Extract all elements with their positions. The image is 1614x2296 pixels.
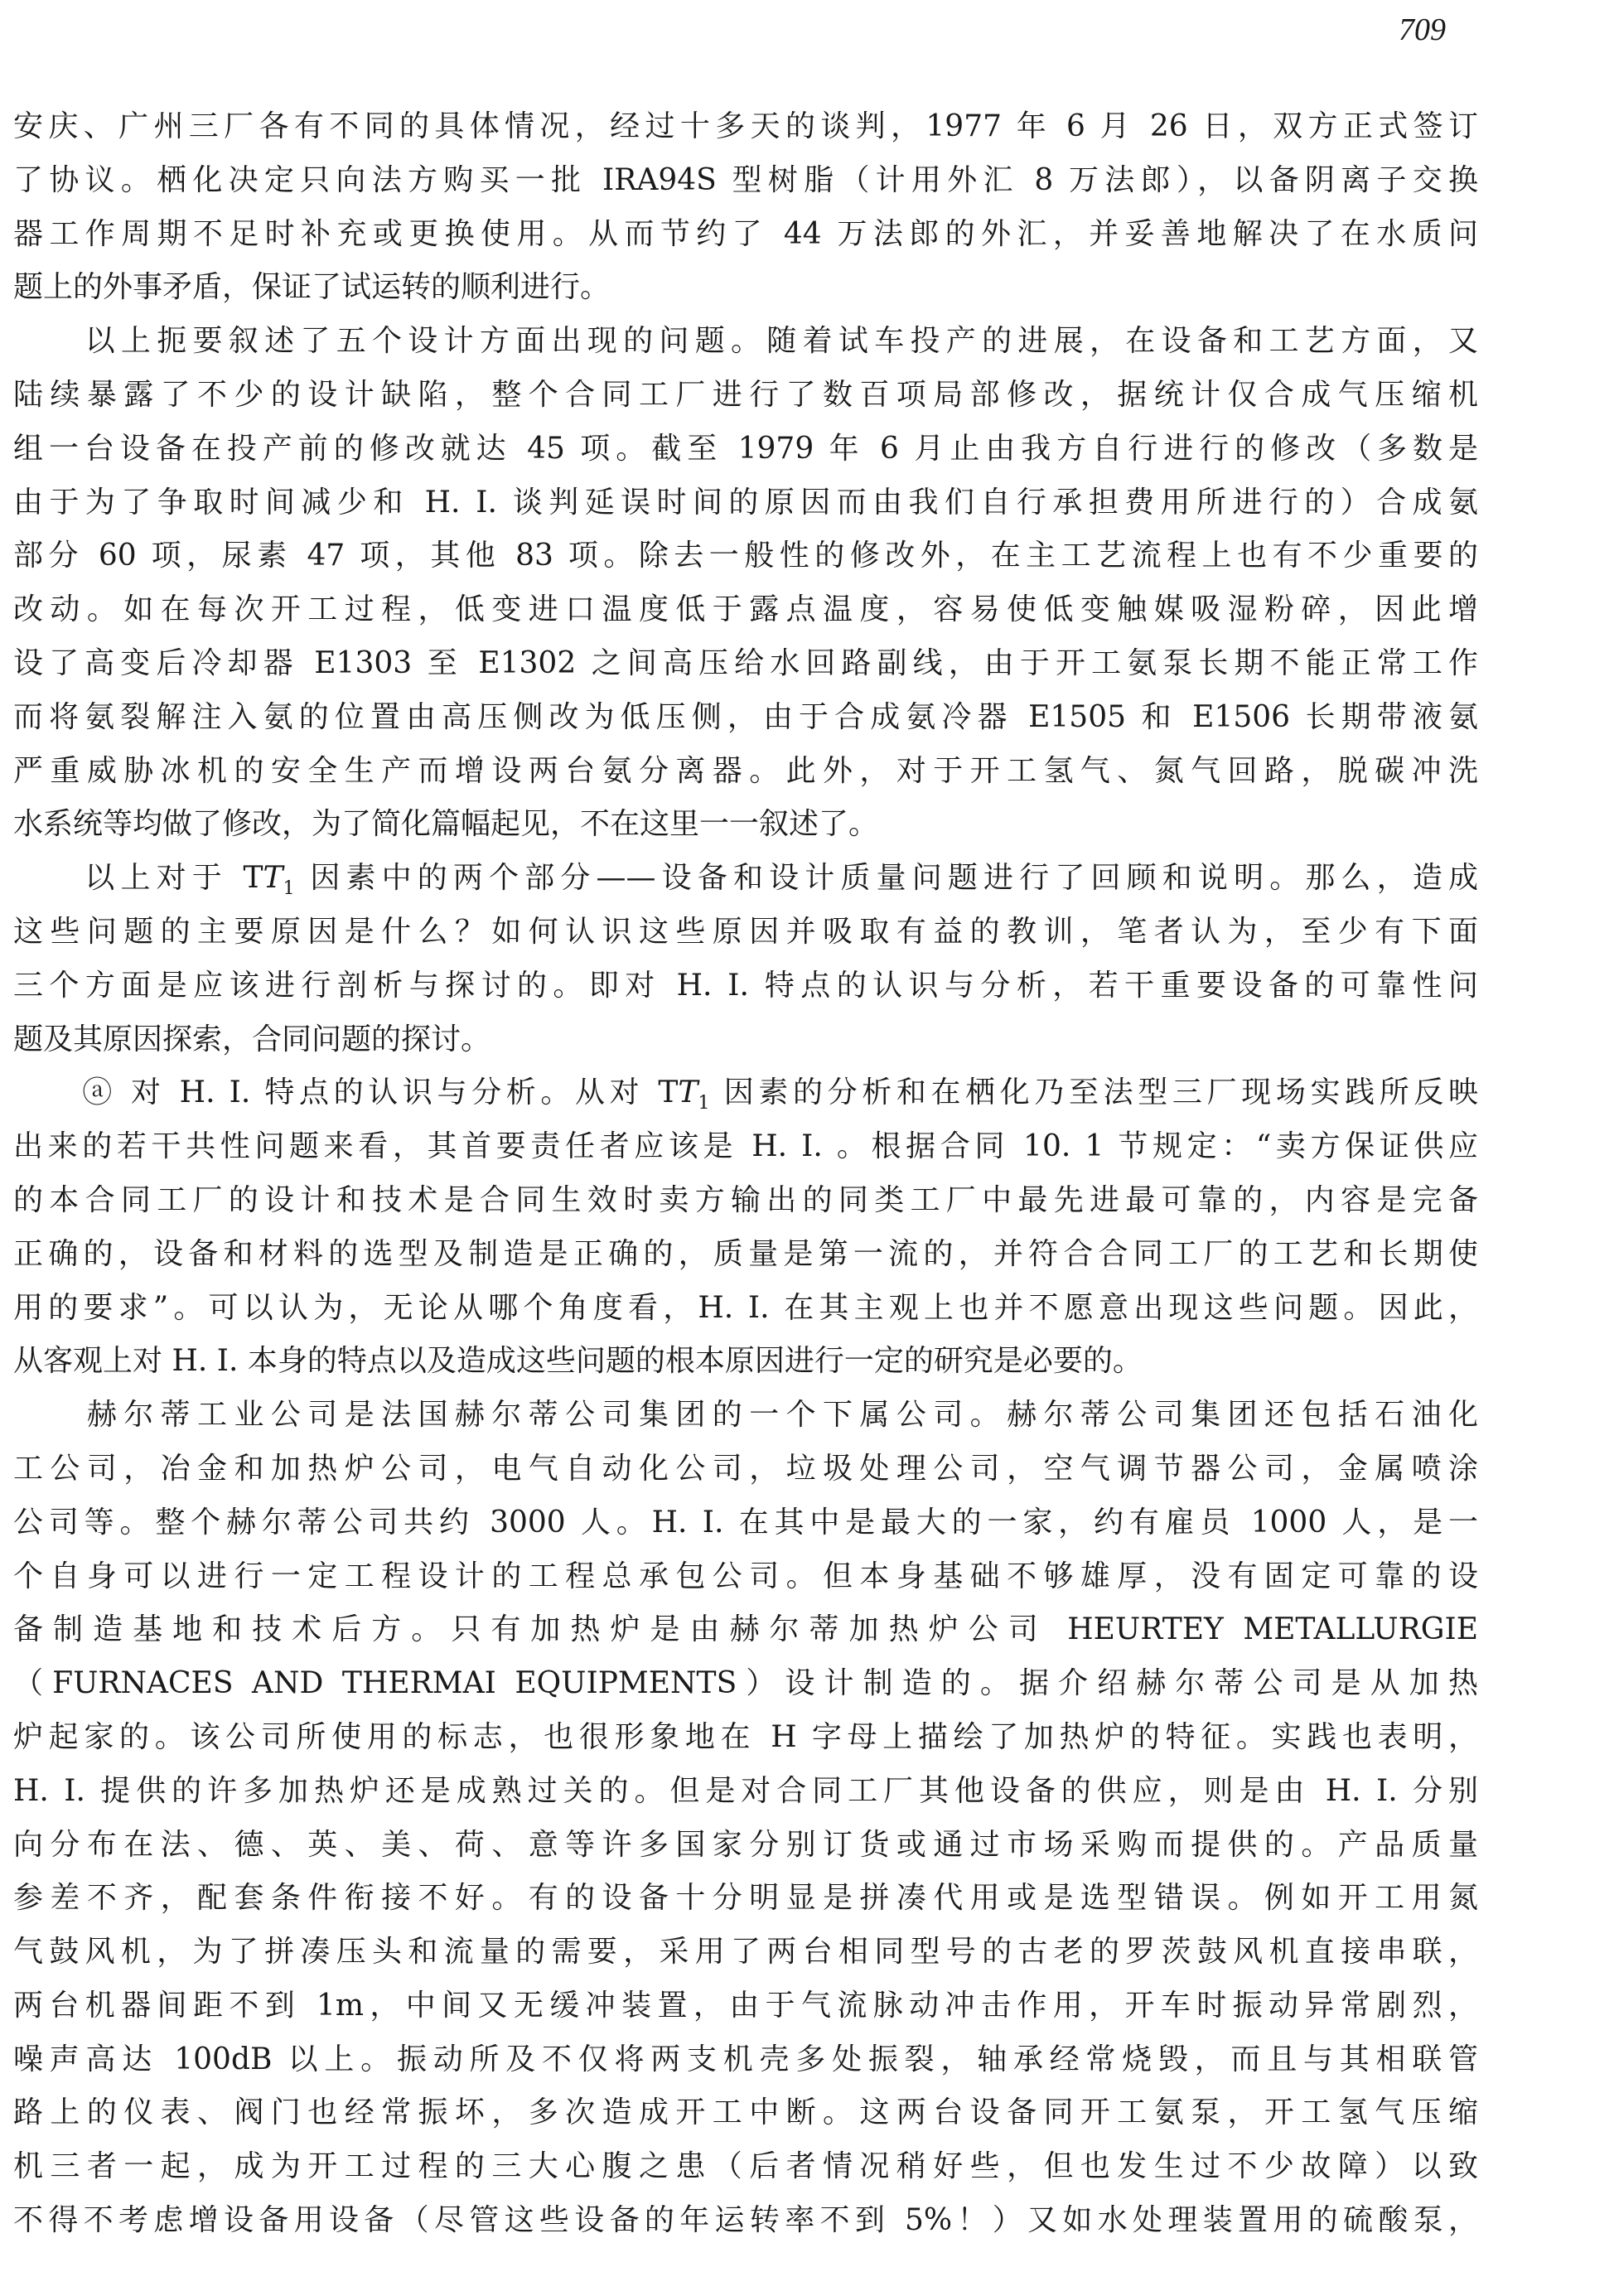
text-line: 备制造基地和技术后方。只有加热炉是由赫尔蒂加热炉公司 HEURTEY METALLURGIE	[13, 1612, 1478, 1647]
text-line: 严重威胁冰机的安全生产而增设两台氨分离器。此外，对于开工氢气、氮气回路，脱碳冲洗	[13, 753, 1478, 788]
t1-symbol: T	[263, 861, 283, 896]
t1-symbol: T	[678, 1075, 698, 1110]
text-line: 题上的外事矛盾，保证了试运转的顺利进行。	[13, 270, 611, 305]
paragraph-3	[13, 852, 1478, 1066]
text-line: 用的要求”。可以认为，无论从哪个角度看，H. I. 在其主观上也并不愿意出现这些问题。因此，	[13, 1290, 1478, 1325]
text-line: 赫尔蒂工业公司是法国赫尔蒂公司集团的一个下属公司。赫尔蒂公司集团还包括石油化	[13, 1398, 1478, 1433]
text-line: 噪声高达 100dB 以上。振动所及不仅将两支机壳多处振裂，轴承经常烧毁，而且与其相联管	[13, 2042, 1478, 2076]
t1-subscript: 1	[698, 1092, 710, 1114]
text-line: 部分 60 项，尿素 47 项，其他 83 项。除去一般性的修改外，在主工艺流程上也有不少重要的	[13, 539, 1478, 573]
text-segment: 因素中的两个部分——设备和设计质量问题进行了回顾和说明。那么，造成	[294, 861, 1478, 896]
text-line: 以上扼要叙述了五个设计方面出现的问题。随着试车投产的进展，在设备和工艺方面，又	[13, 324, 1478, 359]
text-line: 安庆、广州三厂各有不同的具体情况，经过十多天的谈判，1977 年 6 月 26 日，双方正式签订	[13, 109, 1478, 143]
paragraph-1	[13, 100, 1478, 315]
text-line: 从客观上对 H. I. 本身的特点以及造成这些问题的根本原因进行一定的研究是必要的。	[13, 1344, 1143, 1379]
text-line: 机三者一起，成为开工过程的三大心腹之患（后者情况稍好些，但也发生过不少故障）以致	[13, 2149, 1478, 2184]
text-line: 陆续暴露了不少的设计缺陷，整个合同工厂进行了数百项局部修改，据统计仅合成气压缩机	[13, 377, 1478, 412]
text-segment: 以上对于 T	[13, 861, 263, 896]
text-line: 个自身可以进行一定工程设计的工程总承包公司。但本身基础不够雄厚，没有固定可靠的设	[13, 1559, 1478, 1593]
text-line	[13, 852, 1478, 906]
text-segment: 因素的分析和在栖化乃至法型三厂现场实践所反映	[709, 1075, 1478, 1110]
text-line: 而将氨裂解注入氨的位置由高压侧改为低压侧，由于合成氨冷器 E1505 和 E1506 长期带液氨	[13, 699, 1478, 734]
paragraph-2	[13, 315, 1478, 852]
text-line: 公司等。整个赫尔蒂公司共约 3000 人。H. I. 在其中是最大的一家，约有雇员 1000 人，是一	[13, 1505, 1478, 1540]
text-line: 了协议。栖化决定只向法方购买一批 IRA94S 型树脂（计用外汇 8 万法郎），以备阴离子交换	[13, 162, 1478, 197]
text-segment: ⓐ 对 H. I. 特点的认识与分析。从对 T	[13, 1075, 679, 1110]
text-line: 设了高变后冷却器 E1303 至 E1302 之间高压给水回路副线，由于开工氨泵长期不能正常工作	[13, 645, 1478, 680]
text-line: 路上的仪表、阀门也经常振坏，多次造成开工中断。这两台设备同开工氨泵，开工氢气压缩	[13, 2095, 1478, 2130]
text-line: 器工作周期不足时补充或更换使用。从而节约了 44 万法郎的外汇，并妥善地解决了在水质问	[13, 216, 1478, 251]
body-text	[13, 100, 1478, 2248]
text-line: 工公司，冶金和加热炉公司，电气自动化公司，垃圾处理公司，空气调节器公司，金属喷涂	[13, 1451, 1478, 1486]
text-line: 向分布在法、德、英、美、荷、意等许多国家分别订货或通过市场采购而提供的。产品质量	[13, 1827, 1478, 1862]
text-line: 水系统等均做了修改，为了简化篇幅起见，不在这里一一叙述了。	[13, 807, 879, 842]
text-line: 不得不考虑增设备用设备（尽管这些设备的年运转率不到 5%！）又如水处理装置用的硫酸泵，	[13, 2203, 1478, 2238]
text-line: 出来的若干共性问题来看，其首要责任者应该是 H. I. 。根据合同 10. 1 节规定：“卖方保证供应	[13, 1129, 1478, 1164]
text-line: 参差不齐，配套条件衔接不好。有的设备十分明显是拼凑代用或是选型错误。例如开工用氮	[13, 1881, 1478, 1916]
text-line: 三个方面是应该进行剖析与探讨的。即对 H. I. 特点的认识与分析，若干重要设备的可靠性问	[13, 968, 1478, 1003]
text-line: H. I. 提供的许多加热炉还是成熟过关的。但是对合同工厂其他设备的供应，则是由 H. I. 分别	[13, 1773, 1478, 1808]
text-line: 由于为了争取时间减少和 H. I. 谈判延误时间的原因而由我们自行承担费用所进行的）合成氨	[13, 485, 1478, 520]
paragraph-5	[13, 1389, 1478, 2248]
text-line: 气鼓风机，为了拼凑压头和流量的需要，采用了两台相同型号的古老的罗茨鼓风机直接串联，	[13, 1935, 1478, 1970]
text-line: （FURNACES AND THERMAI EQUIPMENTS）设计制造的。据介绍赫尔蒂公司是从加热	[13, 1666, 1478, 1701]
text-line: 正确的，设备和材料的选型及制造是正确的，质量是第一流的，并符合合同工厂的工艺和长期使	[13, 1236, 1478, 1271]
text-line: 炉起家的。该公司所使用的标志，也很形象地在 H 字母上描绘了加热炉的特征。实践也表明，	[13, 1719, 1478, 1754]
t1-subscript: 1	[283, 877, 295, 900]
text-line: 这些问题的主要原因是什么？如何认识这些原因并吸取有益的教训，笔者认为，至少有下面	[13, 914, 1478, 949]
text-line: 的本合同工厂的设计和技术是合同生效时卖方输出的同类工厂中最先进最可靠的，内容是完备	[13, 1182, 1478, 1217]
paragraph-4	[13, 1066, 1478, 1389]
text-line: 题及其原因探索，合同问题的探讨。	[13, 1022, 491, 1056]
page-number: 709	[1399, 12, 1446, 47]
text-line: 两台机器间距不到 1m，中间又无缓冲装置，由于气流脉动冲击作用，开车时振动异常剧烈，	[13, 1988, 1478, 2023]
text-line	[13, 1066, 1478, 1120]
text-line: 组一台设备在投产前的修改就达 45 项。截至 1979 年 6 月止由我方自行进行的修改（多数是	[13, 431, 1478, 466]
text-line: 改动。如在每次开工过程，低变进口温度低于露点温度，容易使低变触媒吸湿粉碎，因此增	[13, 592, 1478, 627]
